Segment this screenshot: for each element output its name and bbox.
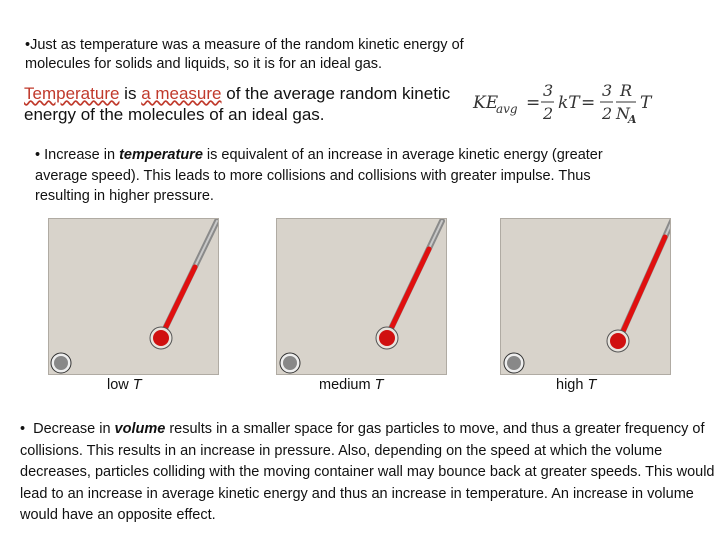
definition-rest: of the average random kinetic energy of the molecules of an ideal gas.: [24, 84, 451, 124]
caption-high: [556, 377, 596, 393]
intro-text: Just as temperature was a measure of the random kinetic energy of molecules for solids and liquids, so it is for an ideal gas.: [25, 37, 464, 72]
caption-medium-text: medium: [319, 377, 371, 393]
thermometer-liquid: [621, 237, 665, 336]
frac2-num: 3: [602, 81, 613, 100]
caption-medium-T: T: [374, 377, 384, 393]
high-t-illustration: [501, 219, 670, 374]
caption-low-text: low: [107, 377, 129, 393]
thermometer-bulb: [610, 333, 626, 349]
bullet: •: [25, 37, 31, 53]
frac3-den: N: [616, 104, 630, 123]
volume-post: results in a smaller space for gas particles to move, and thus a greater frequency of collisions. This results in an increase in pressure. Also, depending on the speed at which the volume decreases, particles colliding with the moving container wall may bounce back at greater speeds. This would lead to an increase in average kinetic energy and thus an increase in temperature. An increase in volume would have an opposite effect.: [20, 421, 715, 523]
caption-medium: [319, 377, 383, 393]
kinetic-energy-formula: [470, 76, 670, 132]
temperature-em: temperature: [119, 147, 203, 163]
volume-pre: Decrease in: [33, 421, 111, 437]
frac2-den: 2: [602, 104, 613, 123]
gas-particle-icon: [283, 356, 297, 370]
gas-container-high: [500, 218, 671, 375]
formula-kT: kT: [558, 93, 580, 113]
word-is: is: [124, 84, 137, 103]
temperature-bullet: [35, 145, 635, 207]
temperature-pre: Increase in: [44, 147, 116, 163]
caption-high-text: high: [556, 377, 584, 393]
formula-lhs: KE: [473, 93, 499, 113]
term-temperature: Temperature: [24, 84, 120, 103]
thermometer-bulb: [153, 330, 169, 346]
low-t-illustration: [49, 219, 218, 374]
temperature-post: is equivalent of an increase in average kinetic energy (greater average speed). This leads to more collisions and collisions with greater impulse. Thus resulting in higher pressure.: [35, 147, 603, 204]
gas-container-low: [48, 218, 219, 375]
medium-t-illustration: [277, 219, 446, 374]
bullet: •: [20, 421, 26, 437]
gas-particle-icon: [54, 356, 68, 370]
formula-eq2: =: [581, 93, 596, 113]
thermometer-liquid: [163, 267, 195, 333]
formula-eq1: =: [526, 93, 541, 113]
volume-bullet: [20, 419, 715, 527]
frac1-num: 3: [543, 81, 554, 100]
caption-high-T: T: [587, 377, 597, 393]
caption-low: [107, 377, 142, 393]
intro-paragraph: [25, 36, 525, 74]
thermometer-liquid: [389, 249, 429, 333]
caption-low-T: T: [132, 377, 142, 393]
bullet: •: [35, 147, 41, 163]
formula-T: T: [640, 93, 652, 113]
gas-particle-icon: [507, 356, 521, 370]
thermometer-bulb: [379, 330, 395, 346]
formula-lhs-sub: avg: [496, 102, 518, 116]
formula-graphic: [470, 76, 670, 132]
gas-container-medium: [276, 218, 447, 375]
frac3-num: R: [620, 81, 633, 100]
volume-em: volume: [114, 421, 166, 437]
term-a-measure: a measure: [141, 84, 222, 103]
frac3-den-sub: A: [628, 113, 637, 126]
frac1-den: 2: [543, 104, 554, 123]
definition-paragraph: [24, 83, 464, 125]
